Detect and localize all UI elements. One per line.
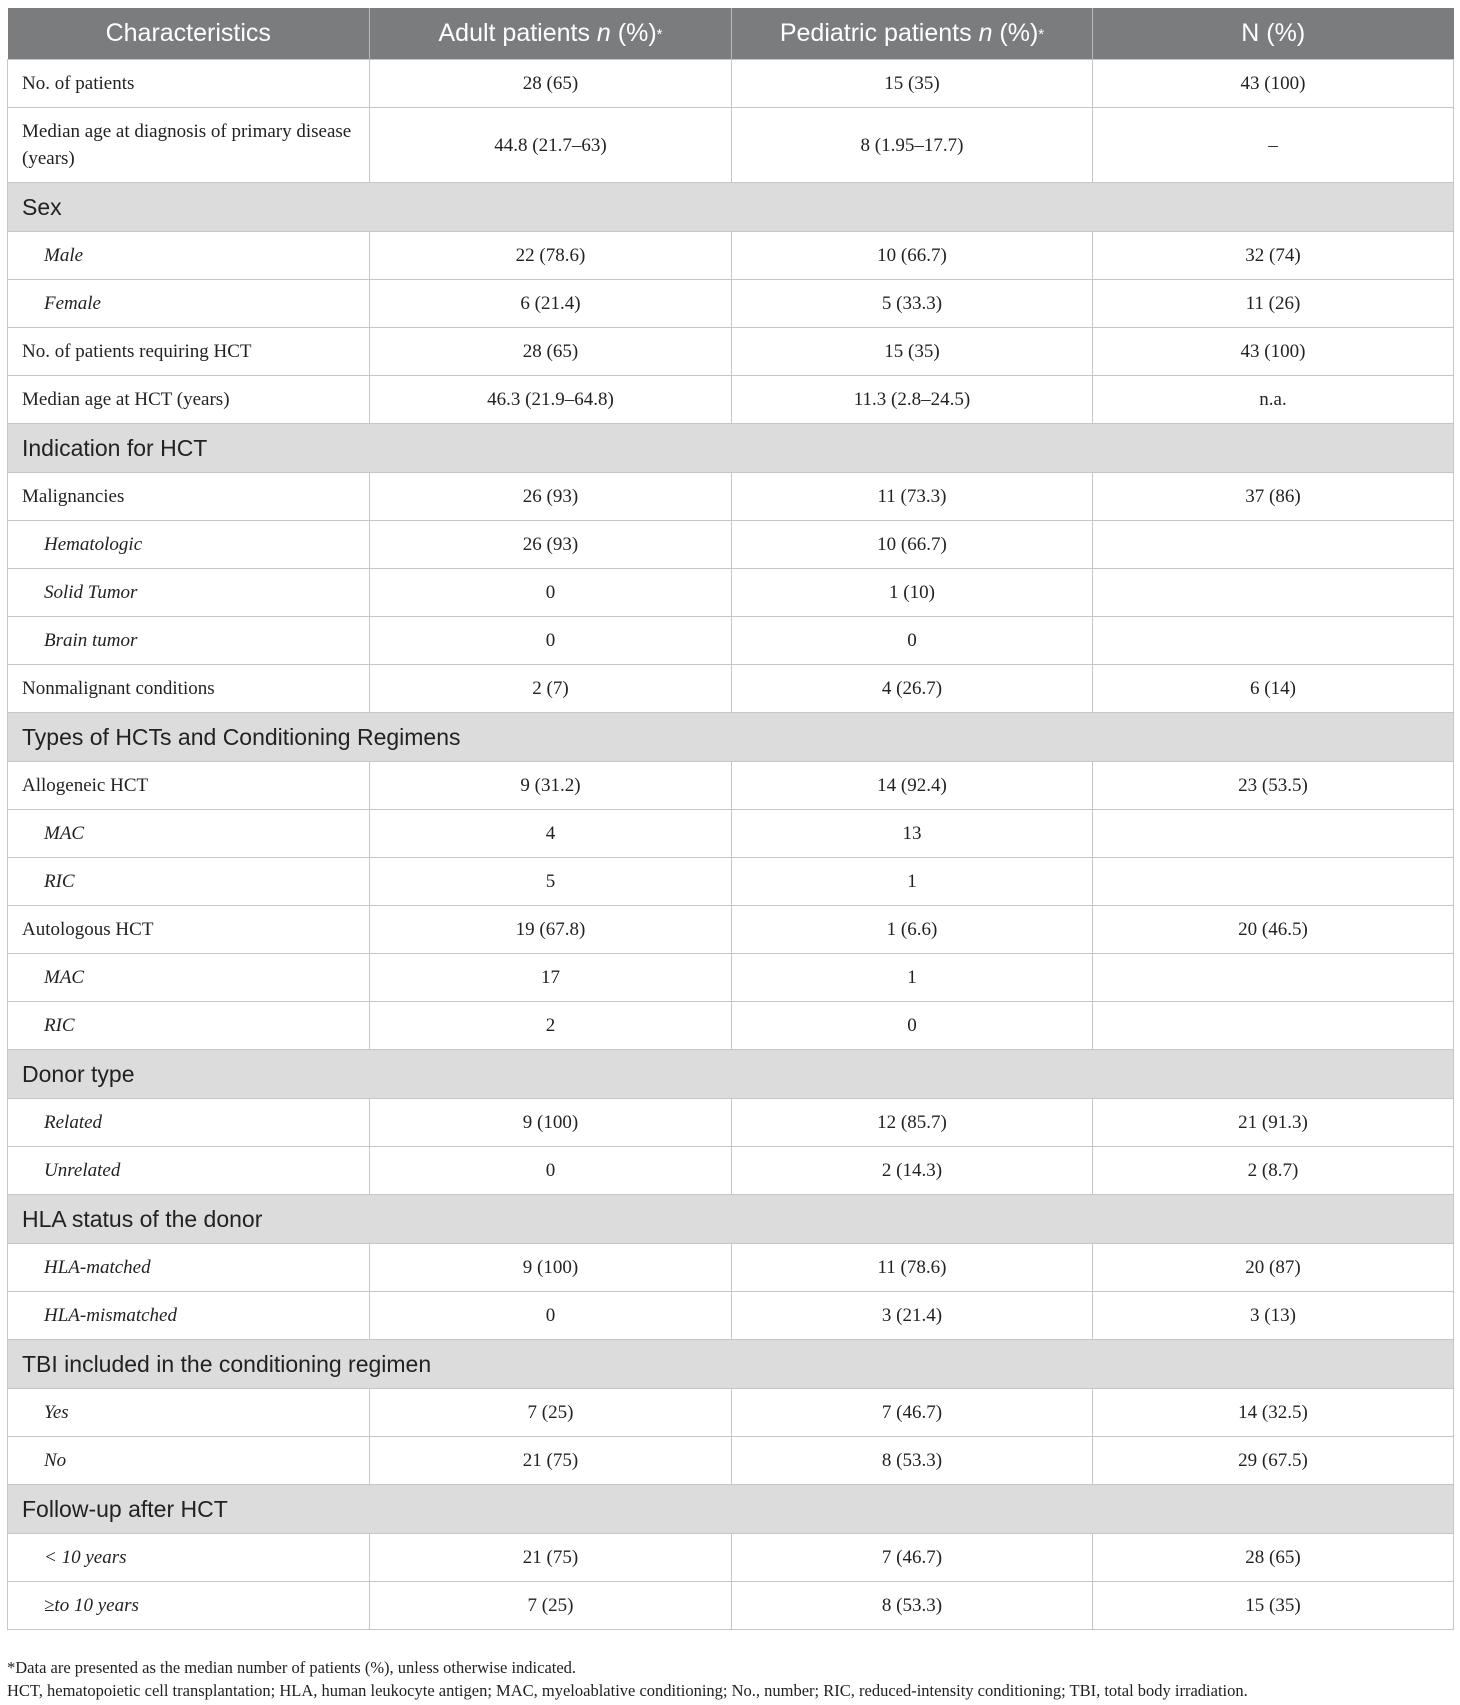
row-label: HLA-mismatched	[8, 1292, 370, 1340]
adult-cell: 21 (75)	[370, 1534, 732, 1582]
adult-cell: 0	[370, 1292, 732, 1340]
adult-cell: 9 (100)	[370, 1099, 732, 1147]
row-label: RIC	[8, 1002, 370, 1050]
table-row	[8, 1582, 1454, 1630]
row-label: HLA-matched	[8, 1244, 370, 1292]
adult-cell: 28 (65)	[370, 328, 732, 376]
footnote-abbreviations: HCT, hematopoietic cell transplantation; HLA, human leukocyte antigen; MAC, myeloablative conditioning; No., number; RIC, reduced-intensity conditioning; TBI, total body irradiation.	[7, 1681, 1248, 1700]
total-cell: 29 (67.5)	[1093, 1437, 1454, 1485]
row-label: Nonmalignant conditions	[8, 665, 370, 713]
table-footnotes	[7, 1656, 1453, 1702]
table-row	[8, 1534, 1454, 1582]
section-title-tbi: TBI included in the conditioning regimen	[8, 1340, 1454, 1389]
section-title-types: Types of HCTs and Conditioning Regimens	[8, 713, 1454, 762]
row-label: No. of patients requiring HCT	[8, 328, 370, 376]
pediatric-cell: 8 (1.95–17.7)	[732, 108, 1093, 183]
total-cell: 14 (32.5)	[1093, 1389, 1454, 1437]
section-header-row	[8, 424, 1454, 473]
section-header-row	[8, 1050, 1454, 1099]
header-adult-patients: Adult patients n (%)*	[370, 8, 732, 60]
total-cell: 23 (53.5)	[1093, 762, 1454, 810]
adult-cell: 46.3 (21.9–64.8)	[370, 376, 732, 424]
row-label: < 10 years	[8, 1534, 370, 1582]
pediatric-cell: 0	[732, 617, 1093, 665]
row-label: Solid Tumor	[8, 569, 370, 617]
section-title-indication: Indication for HCT	[8, 424, 1454, 473]
total-cell	[1093, 858, 1454, 906]
pediatric-cell: 7 (46.7)	[732, 1534, 1093, 1582]
total-cell: 2 (8.7)	[1093, 1147, 1454, 1195]
adult-cell: 2 (7)	[370, 665, 732, 713]
adult-cell: 9 (31.2)	[370, 762, 732, 810]
pediatric-cell: 3 (21.4)	[732, 1292, 1093, 1340]
table-row	[8, 1099, 1454, 1147]
section-header-row	[8, 183, 1454, 232]
pediatric-cell: 2 (14.3)	[732, 1147, 1093, 1195]
table-row	[8, 665, 1454, 713]
pediatric-cell: 4 (26.7)	[732, 665, 1093, 713]
table-row	[8, 473, 1454, 521]
pediatric-cell: 10 (66.7)	[732, 521, 1093, 569]
table-row	[8, 1147, 1454, 1195]
section-header-row	[8, 713, 1454, 762]
table-row	[8, 569, 1454, 617]
total-cell: 20 (46.5)	[1093, 906, 1454, 954]
table-header-row	[8, 8, 1454, 60]
adult-cell: 28 (65)	[370, 60, 732, 108]
adult-cell: 0	[370, 569, 732, 617]
pediatric-cell: 8 (53.3)	[732, 1437, 1093, 1485]
patient-characteristics-table	[7, 8, 1454, 1630]
pediatric-cell: 0	[732, 1002, 1093, 1050]
table-row	[8, 1389, 1454, 1437]
total-cell: 6 (14)	[1093, 665, 1454, 713]
section-header-row	[8, 1195, 1454, 1244]
footnote-data-presentation: *Data are presented as the median number of patients (%), unless otherwise indicated.	[7, 1658, 577, 1677]
table-row	[8, 954, 1454, 1002]
section-header-row	[8, 1485, 1454, 1534]
characteristics-table-container	[7, 8, 1453, 1630]
total-cell	[1093, 954, 1454, 1002]
table-row	[8, 328, 1454, 376]
adult-cell: 7 (25)	[370, 1389, 732, 1437]
row-label: Unrelated	[8, 1147, 370, 1195]
section-header-row	[8, 1340, 1454, 1389]
row-label: Related	[8, 1099, 370, 1147]
total-cell	[1093, 617, 1454, 665]
pediatric-cell: 11.3 (2.8–24.5)	[732, 376, 1093, 424]
row-label: Allogeneic HCT	[8, 762, 370, 810]
pediatric-cell: 12 (85.7)	[732, 1099, 1093, 1147]
pediatric-cell: 11 (73.3)	[732, 473, 1093, 521]
row-label: ≥to 10 years	[8, 1582, 370, 1630]
pediatric-cell: 1 (6.6)	[732, 906, 1093, 954]
table-row	[8, 1002, 1454, 1050]
total-cell: 15 (35)	[1093, 1582, 1454, 1630]
table-row	[8, 521, 1454, 569]
adult-cell: 9 (100)	[370, 1244, 732, 1292]
row-label: Median age at diagnosis of primary disease (years)	[8, 108, 370, 183]
adult-cell: 26 (93)	[370, 521, 732, 569]
total-cell: 11 (26)	[1093, 280, 1454, 328]
adult-cell: 7 (25)	[370, 1582, 732, 1630]
total-cell	[1093, 521, 1454, 569]
adult-cell: 21 (75)	[370, 1437, 732, 1485]
pediatric-cell: 1 (10)	[732, 569, 1093, 617]
header-total: N (%)	[1093, 8, 1454, 60]
row-label: No. of patients	[8, 60, 370, 108]
row-label: Female	[8, 280, 370, 328]
header-characteristics: Characteristics	[8, 8, 370, 60]
adult-cell: 26 (93)	[370, 473, 732, 521]
section-title-donor: Donor type	[8, 1050, 1454, 1099]
adult-cell: 2	[370, 1002, 732, 1050]
table-row	[8, 376, 1454, 424]
total-cell: 37 (86)	[1093, 473, 1454, 521]
row-label: Malignancies	[8, 473, 370, 521]
table-row	[8, 108, 1454, 183]
pediatric-cell: 5 (33.3)	[732, 280, 1093, 328]
section-title-sex: Sex	[8, 183, 1454, 232]
total-cell: 21 (91.3)	[1093, 1099, 1454, 1147]
adult-cell: 6 (21.4)	[370, 280, 732, 328]
table-row	[8, 60, 1454, 108]
pediatric-cell: 11 (78.6)	[732, 1244, 1093, 1292]
header-pediatric-patients: Pediatric patients n (%)*	[732, 8, 1093, 60]
table-row	[8, 280, 1454, 328]
row-label: Hematologic	[8, 521, 370, 569]
row-label: Autologous HCT	[8, 906, 370, 954]
adult-cell: 22 (78.6)	[370, 232, 732, 280]
row-label: MAC	[8, 810, 370, 858]
pediatric-cell: 8 (53.3)	[732, 1582, 1093, 1630]
row-label: Brain tumor	[8, 617, 370, 665]
total-cell: 20 (87)	[1093, 1244, 1454, 1292]
table-row	[8, 617, 1454, 665]
pediatric-cell: 15 (35)	[732, 60, 1093, 108]
table-row	[8, 762, 1454, 810]
total-cell	[1093, 569, 1454, 617]
total-cell	[1093, 810, 1454, 858]
table-row	[8, 1292, 1454, 1340]
table-row	[8, 858, 1454, 906]
section-title-followup: Follow-up after HCT	[8, 1485, 1454, 1534]
row-label: Male	[8, 232, 370, 280]
total-cell: –	[1093, 108, 1454, 183]
total-cell: 43 (100)	[1093, 328, 1454, 376]
adult-cell: 0	[370, 617, 732, 665]
adult-cell: 4	[370, 810, 732, 858]
table-row	[8, 1244, 1454, 1292]
pediatric-cell: 1	[732, 954, 1093, 1002]
total-cell	[1093, 1002, 1454, 1050]
total-cell: 3 (13)	[1093, 1292, 1454, 1340]
row-label: MAC	[8, 954, 370, 1002]
row-label: Yes	[8, 1389, 370, 1437]
pediatric-cell: 15 (35)	[732, 328, 1093, 376]
row-label: No	[8, 1437, 370, 1485]
pediatric-cell: 7 (46.7)	[732, 1389, 1093, 1437]
adult-cell: 5	[370, 858, 732, 906]
table-row	[8, 1437, 1454, 1485]
pediatric-cell: 10 (66.7)	[732, 232, 1093, 280]
adult-cell: 44.8 (21.7–63)	[370, 108, 732, 183]
table-row	[8, 906, 1454, 954]
row-label: Median age at HCT (years)	[8, 376, 370, 424]
table-row	[8, 810, 1454, 858]
section-title-hla: HLA status of the donor	[8, 1195, 1454, 1244]
total-cell: n.a.	[1093, 376, 1454, 424]
adult-cell: 0	[370, 1147, 732, 1195]
total-cell: 28 (65)	[1093, 1534, 1454, 1582]
adult-cell: 19 (67.8)	[370, 906, 732, 954]
total-cell: 32 (74)	[1093, 232, 1454, 280]
total-cell: 43 (100)	[1093, 60, 1454, 108]
pediatric-cell: 1	[732, 858, 1093, 906]
table-row	[8, 232, 1454, 280]
pediatric-cell: 14 (92.4)	[732, 762, 1093, 810]
row-label: RIC	[8, 858, 370, 906]
adult-cell: 17	[370, 954, 732, 1002]
pediatric-cell: 13	[732, 810, 1093, 858]
